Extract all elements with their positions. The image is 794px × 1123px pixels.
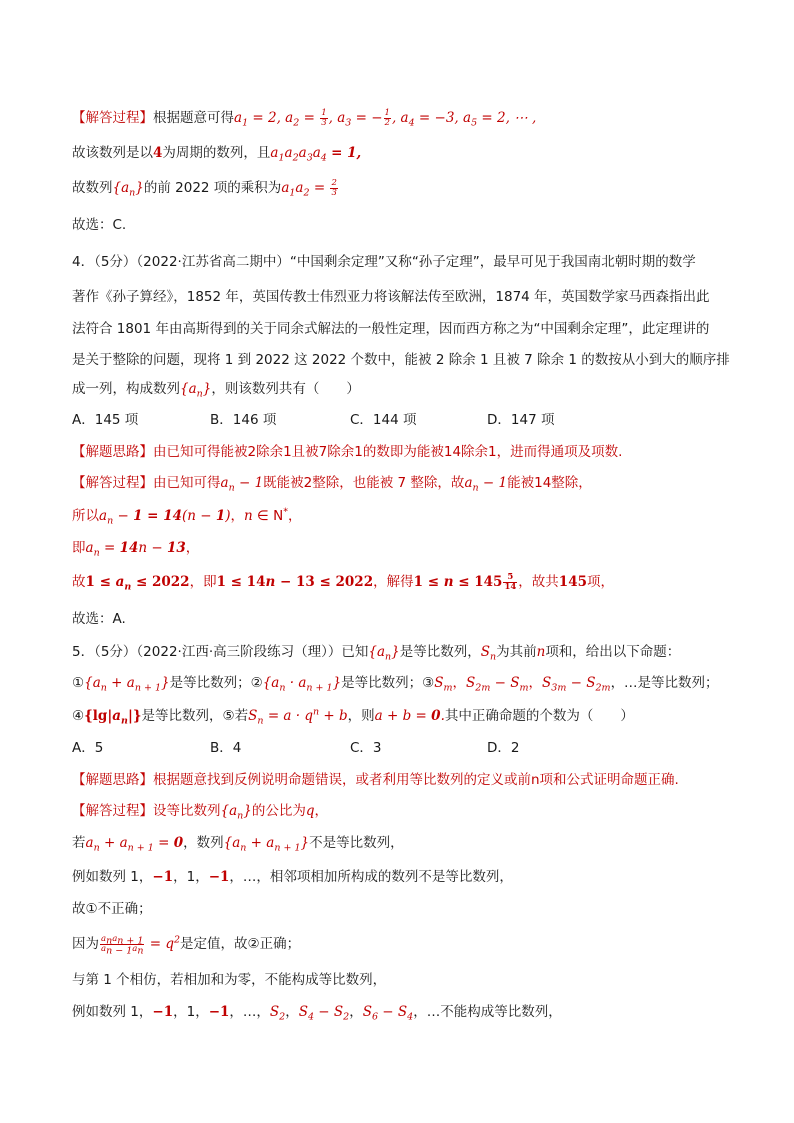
q5-idea-line: 【解题思路】根据题意找到反例说明命题错误，或者利用等比数列的定义或前n项和公式证明命题正确. <box>72 772 679 788</box>
product-line: 故数列$\{a_n\}$的前 2022 项的乘积为$a_1a_2$ = $\frac{2}{3}$ <box>72 178 337 199</box>
q4-text-line-2: 著作《孙子算经》，1852 年，英国传教士伟烈亚力将该解法传至欧洲，1874 年，英国数学家马西森指出此 <box>72 289 710 305</box>
q4-text-line-5: 成一列，构成数列$\{a_n\}$，则该数列共有（ ） <box>72 381 360 400</box>
q4-process-line-3: 即$a_n = 14n - 13$， <box>72 540 200 559</box>
q4-process-line-2: 所以$a_n - 1 = 14(n - 1)$，n ∈ N*， <box>72 506 302 527</box>
answer-line: 故选：C. <box>72 217 127 233</box>
q4-option-b: B．146 项 <box>210 412 277 428</box>
q4-option-c: C．144 项 <box>350 412 417 428</box>
q5-text-line-1: 5．（5分）（2022·江西·高三阶段练习（理））已知$\{a_n\}$是等比数列，$S_n$为其前n项和，给出以下命题： <box>72 644 681 663</box>
sequence-values: $a_1 = 2$, $a_2$ = $\frac{1}{3}$ , $a_3$ = − $\frac{1}{2}$ , $a_4 = -3$, $a_5 = 2$, ⋯ , <box>234 108 537 129</box>
q5-text-line-3: $④\{\lg|a_n|\}$是等比数列，⑤若$S_n = a \cdot q^n + b$，则a + b = 0.其中正确命题的个数为（ ） <box>72 706 634 727</box>
q4-process-line-4: 故$1 \le a_n \le 2022$，即1 ≤ 14n − 13 ≤ 2022，解得1 ≤ n ≤ 145 $\frac{5}{14}$ ，故共145项， <box>72 572 614 593</box>
q5-option-c: C．3 <box>350 740 382 756</box>
q4-option-a: A．145 项 <box>72 412 139 428</box>
q4-option-d: D．147 项 <box>487 412 555 428</box>
q4-text-line-4: 是关于整除的问题，现将 1 到 2022 这 2022 个数中，能被 2 除余 1 且被 7 除余 1 的数按从小到大的顺序排 <box>72 352 730 368</box>
product-result: $a_1a_2$ = $\frac{2}{3}$ <box>281 178 337 199</box>
q4-process-line-1: 【解答过程】由已知可得$a_n - 1$既能被2整除，也能被 7 整除，故$a_n - 1$能被14整除， <box>72 475 592 494</box>
q4-idea-line: 【解题思路】由已知可得能被2除余1且被7除余1的数即为能被14除余1，进而得通项及项数. <box>72 444 623 460</box>
q5-options <box>72 738 519 758</box>
product-formula: $a_1a_2a_3a_4 = 1$, <box>270 145 362 164</box>
q5-process-line-3: 例如数列 1，−1，1，−1，…，相邻项相加所构成的数列不是等比数列， <box>72 869 513 885</box>
q5-process-line-5: 因为 $\frac{a_na_{n + 1}}{a_{n - 1}a_n}$ = $q^2$是定值，故②正确； <box>72 934 301 957</box>
q5-option-b: B．4 <box>210 740 242 756</box>
q5-process-line-1: 【解答过程】设等比数列$\{a_n\}$的公比为q， <box>72 803 329 822</box>
q5-process-line-4: 故①不正确； <box>72 901 152 917</box>
solution-process-line: 【解答过程】根据题意可得$a_1 = 2$, $a_2$ = $\frac{1}{3}$ , $a_3$ = − $\frac{1}{2}$ , $a_4 = -3$, $a_5 = 2$, ⋯ , <box>72 108 537 129</box>
q4-answer: 故选：A. <box>72 611 126 627</box>
idea-label: 【解题思路】 <box>72 444 153 460</box>
period-line: 故该数列是以4为周期的数列，且$a_1a_2a_3a_4 = 1$, <box>72 145 362 164</box>
q4-options <box>72 410 554 430</box>
q5-option-d: D．2 <box>487 740 520 756</box>
q5-process-line-2: 若$a_n + a_{n + 1} = 0$，数列$\{a_n + a_{n + 1}\}$不是等比数列， <box>72 835 404 854</box>
q4-text-line-3: 法符合 1801 年由高斯得到的关于同余式解法的一般性定理，因而西方称之为“中国剩余定理”，此定理讲的 <box>72 321 710 337</box>
q5-text-line-2: $①\{a_n + a_{n + 1}\}$是等比数列；$②\{a_n \cdot a_{n + 1}\}$是等比数列；$③S_m$，$S_{2m} - S_m$，$S_{3m} - S_{2m}$，…是等比数列； <box>72 675 719 694</box>
process-label: 【解答过程】 <box>72 110 153 126</box>
q5-process-line-6: 与第 1 个相仿，若相加和为零，不能构成等比数列， <box>72 972 387 988</box>
q4-text-line-1: 4．（5分）（2022·江苏省高二期中）“中国剩余定理”又称“孙子定理”，最早可见于我国南北朝时期的数学 <box>72 254 696 270</box>
q5-process-line-7: 例如数列 1，−1，1，−1，…，$S_2$，$S_4 - S_2$，$S_6 - S_4$，…不能构成等比数列， <box>72 1004 562 1023</box>
q5-option-a: A．5 <box>72 740 104 756</box>
